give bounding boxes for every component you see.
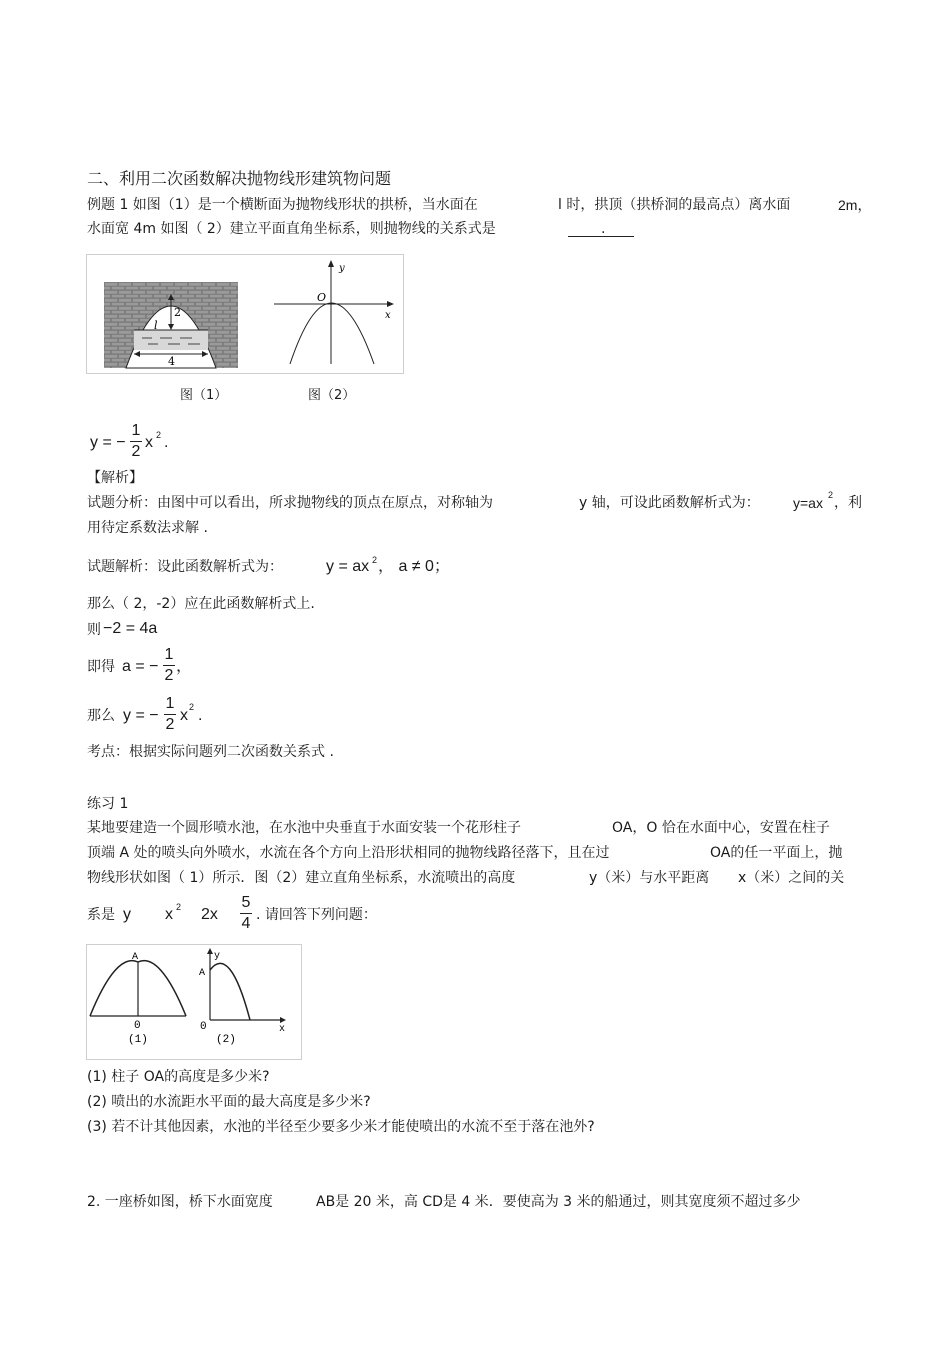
practice-l3c: x（米）之间的关 — [738, 870, 845, 886]
analysis-p7a: 那么 — [87, 708, 115, 724]
fig1-height-label: 2 — [174, 306, 181, 319]
example1-line1-l: l 时，拱顶（拱桥洞的最高点）离水面 — [558, 197, 791, 213]
fountain-a-label: A — [132, 952, 139, 963]
fountain-caption: (1) — [128, 1034, 148, 1046]
analysis-p3c: ， a ≠ 0； — [378, 558, 450, 575]
example1-line2: 水面宽 4m 如图（ 2）建立平面直角坐标系，则抛物线的关系式是 — [87, 221, 496, 237]
fig1-caption: 图（1） — [180, 388, 228, 403]
practice-l4-den: 4 — [241, 915, 251, 932]
analysis-p1-sq: 2 — [828, 490, 834, 500]
analysis-p5a: 则 — [87, 622, 101, 638]
analysis-p7-den: 2 — [165, 716, 175, 733]
analysis-p6b: a = − — [122, 658, 159, 675]
problem2-a: 2. 一座桥如图，桥下水面宽度 — [87, 1194, 273, 1210]
analysis-p7-x: x — [180, 707, 188, 724]
analysis-p2: 用待定系数法求解 . — [87, 520, 208, 536]
practice-l3b: y（米）与水平距离 — [589, 870, 710, 886]
fig2-origin-label: O — [317, 291, 327, 304]
example1-line2-dot: . — [601, 221, 606, 237]
analysis-p6-den: 2 — [164, 667, 174, 684]
analysis-p3b: y = ax — [326, 558, 370, 575]
practice-l4-y: y — [123, 906, 131, 923]
fountain-axes-caption: (2) — [216, 1034, 236, 1046]
analysis-p6-num: 1 — [164, 646, 174, 663]
answer-den: 2 — [131, 443, 141, 460]
practice-l4-x: x — [165, 906, 173, 923]
analysis-p1b: y 轴，可设此函数解析式为： — [579, 495, 760, 511]
fountain-figure — [86, 948, 196, 1058]
fountain-axes-a: A — [199, 968, 206, 979]
analysis-p4: 那么（ 2，-2）应在此函数解析式上. — [87, 596, 315, 612]
analysis-p1a: 试题分析：由图中可以看出，所求抛物线的顶点在原点，对称轴为 — [87, 495, 493, 511]
fig2-x-label: x — [385, 310, 391, 321]
analysis-p7b: y = − — [123, 707, 159, 724]
answer-x: x — [145, 434, 153, 451]
analysis-p8: 考点：根据实际问题列二次函数关系式 . — [87, 744, 334, 760]
analysis-p7-fraction — [164, 695, 176, 734]
fountain-o-label: 0 — [134, 1020, 141, 1032]
fountain-axes-y: y — [214, 951, 221, 962]
analysis-p7-num: 1 — [165, 695, 175, 712]
example1-line1-2m: 2m， — [838, 197, 872, 213]
bridge-figure — [104, 282, 254, 382]
practice-l2b: OA的任一平面上，抛 — [710, 845, 843, 861]
fig2-caption: 图（2） — [308, 388, 356, 403]
question-3: (3) 若不计其他因素，水池的半径至少要多少米才能使喷出的水流不至于落在池外? — [87, 1119, 595, 1135]
practice-l4-num: 5 — [241, 894, 251, 911]
practice-l4-fraction — [240, 894, 252, 933]
practice-l4-2x: 2x — [201, 906, 218, 923]
analysis-p1c: y=ax — [793, 495, 823, 511]
analysis-p3-sq: 2 — [372, 555, 378, 565]
practice-l4-sq: 2 — [176, 902, 182, 912]
answer-fraction — [130, 422, 142, 461]
analysis-p3a: 试题解析：设此函数解析式为： — [87, 559, 283, 575]
example1-line1: 例题 1 如图（1）是一个横断面为抛物线形状的拱桥，当水面在 — [87, 197, 478, 213]
practice-l2a: 顶端 A 处的喷头向外喷水，水流在各个方向上沿形状相同的抛物线路径落下，且在过 — [87, 845, 610, 861]
fig1-water-label: l — [154, 319, 158, 332]
fig1-width-label: 4 — [168, 355, 175, 368]
analysis-p7-end: . — [198, 707, 203, 724]
analysis-p1d: ，利 — [834, 495, 862, 511]
question-1: (1) 柱子 OA的高度是多少米? — [87, 1069, 270, 1085]
question-2: (2) 喷出的水流距水平面的最大高度是多少米? — [87, 1094, 371, 1110]
analysis-p6a: 即得 — [87, 659, 115, 675]
practice-l1b: OA，O 恰在水面中心，安置在柱子 — [612, 820, 830, 836]
fountain-axes-o: 0 — [200, 1021, 207, 1033]
section-title: 二、利用二次函数解决抛物线形建筑物问题 — [87, 169, 392, 188]
analysis-p5b: −2 = 4a — [103, 620, 158, 637]
parabola-axes-figure — [270, 260, 400, 370]
analysis-p7-sq: 2 — [189, 702, 195, 712]
problem2-b: AB是 20 米，高 CD是 4 米．要使高为 3 米的船通过，则其宽度须不超过多少 — [316, 1194, 801, 1210]
practice-title: 练习 1 — [87, 796, 129, 812]
answer-sq: 2 — [156, 430, 162, 440]
answer-y-eq: y = − — [90, 434, 126, 451]
answer-end: . — [164, 434, 169, 451]
analysis-p6-fraction — [163, 646, 175, 685]
practice-l3a: 物线形状如图（ 1）所示．图（2）建立直角坐标系，水流喷出的高度 — [87, 870, 516, 886]
practice-l4a: 系是 — [87, 907, 115, 923]
fountain-axes-figure — [198, 948, 293, 1058]
answer-num: 1 — [131, 422, 141, 439]
fountain-axes-x: x — [279, 1024, 286, 1035]
practice-l4-end: . 请回答下列问题： — [256, 907, 377, 923]
analysis-header: 【解析】 — [87, 470, 143, 486]
analysis-p6-end: ， — [176, 658, 193, 675]
practice-l1a: 某地要建造一个圆形喷水池，在水池中央垂直于水面安装一个花形柱子 — [87, 820, 521, 836]
fig2-y-label: y — [339, 263, 345, 274]
